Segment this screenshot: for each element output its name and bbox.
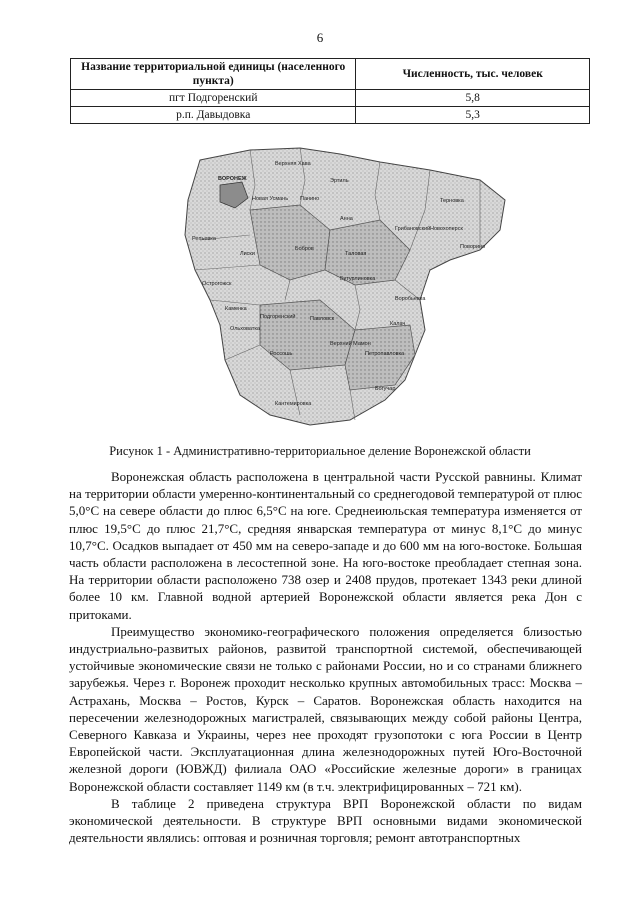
- map-label: Панино: [300, 196, 320, 202]
- map-label: Таловая: [345, 251, 367, 257]
- table-row: [71, 90, 590, 107]
- table-header-row: [71, 59, 590, 90]
- map-label: Верхняя Хава: [275, 161, 311, 167]
- map-label: Грибановский: [395, 226, 431, 232]
- map-label: Новая Усмань: [252, 196, 289, 202]
- map-label: Верхний Мамон: [330, 341, 371, 347]
- map-label: Анна: [340, 216, 353, 222]
- map-label: Воробьевка: [395, 296, 426, 302]
- map-label: Подгоренский: [260, 314, 296, 320]
- region-map-svg: [180, 140, 520, 435]
- table-header-population: Численность, тыс. человек: [356, 59, 590, 90]
- table-row: [71, 107, 590, 124]
- map-label: Петропавловка: [365, 351, 405, 357]
- map-label: ВОРОНЕЖ: [218, 176, 247, 182]
- table-cell: 5,8: [356, 90, 590, 107]
- map-label: Лиски: [240, 251, 255, 257]
- map-label: Павловск: [310, 316, 335, 322]
- map-label: Богучар: [375, 386, 396, 392]
- map-label: Терновка: [440, 198, 464, 204]
- map-label: Острогожск: [202, 281, 232, 287]
- paragraph: Преимущество экономико-географического положения определяется близостью индустриально-развитых районов, развитой транспортной системой, обеспечивающей устойчивые экономические связи не только с районами России, но и со странами ближнего зарубежья. Через г. Воронеж проходит несколько крупных автомобильных трасс: Москва – Астрахань, Москва – Ростов, Курск – Саратов. Воронежская область находится на пересечении железнодорожных магистралей, связывающих между собой районы Центра, Северного Кавказа и Украины, через нее проходят грузопотоки с юга России в Центр Европейской части. Эксплуатационная длина железнодорожных путей Юго-Восточной железной дороги (ЮВЖД) филиала ОАО «Российские железные дороги» в границах Воронежской области составляет 1149 км (в т.ч. электрифицированных – 721 км).: [69, 623, 582, 794]
- table-header-unit: Название территориальной единицы (населенного пункта): [71, 59, 356, 90]
- map-label: Калач: [390, 321, 406, 327]
- page-number: 6: [316, 30, 324, 45]
- map-label: Россошь: [270, 351, 293, 357]
- region-map: [180, 140, 520, 435]
- table-cell: 5,3: [356, 107, 590, 124]
- population-table: [70, 58, 590, 124]
- body-text: [69, 468, 582, 846]
- map-label: Репьевка: [192, 236, 216, 242]
- table-cell: пгт Подгоренский: [71, 90, 356, 107]
- table-cell: р.п. Давыдовка: [71, 107, 356, 124]
- map-label: Новохоперск: [430, 226, 463, 232]
- map-label: Бобров: [295, 246, 314, 252]
- map-label: Поворино: [460, 244, 486, 250]
- paragraph: В таблице 2 приведена структура ВРП Воронежской области по видам экономической деятельности. В структуре ВРП основными видами экономической деятельности являлись: оптовая и розничная торговля; ремонт автотранспортных: [69, 795, 582, 846]
- map-label: Кантемировка: [275, 401, 312, 407]
- map-label: Бутурлиновка: [340, 276, 376, 282]
- figure-caption: Рисунок 1 - Административно-территориальное деление Воронежской области: [109, 444, 531, 458]
- map-label: Ольховатка: [230, 326, 260, 332]
- map-label: Каменка: [225, 306, 247, 312]
- map-label: Эртиль: [330, 178, 349, 184]
- paragraph: Воронежская область расположена в центральной части Русской равнины. Климат на территории области умеренно-континентальный со среднегодовой температурой от плюс 5,0°С на севере области до плюс 6,5°С на юге. Среднеиюльская температура изменяется от плюс 19,5°С до плюс 21,7°С, средняя январская температура от минус 8,1°С до минус 10,7°С. Осадков выпадает от 450 мм на северо-западе и до 600 мм на юго-востоке. Большая часть области расположена в лесостепной зоне. На юго-востоке преобладает степная зона. На территории области расположено 738 озер и 2408 прудов, протекает 1343 реки длиной более 10 км. Главной водной артерией Воронежской области является река Дон с притоками.: [69, 469, 582, 622]
